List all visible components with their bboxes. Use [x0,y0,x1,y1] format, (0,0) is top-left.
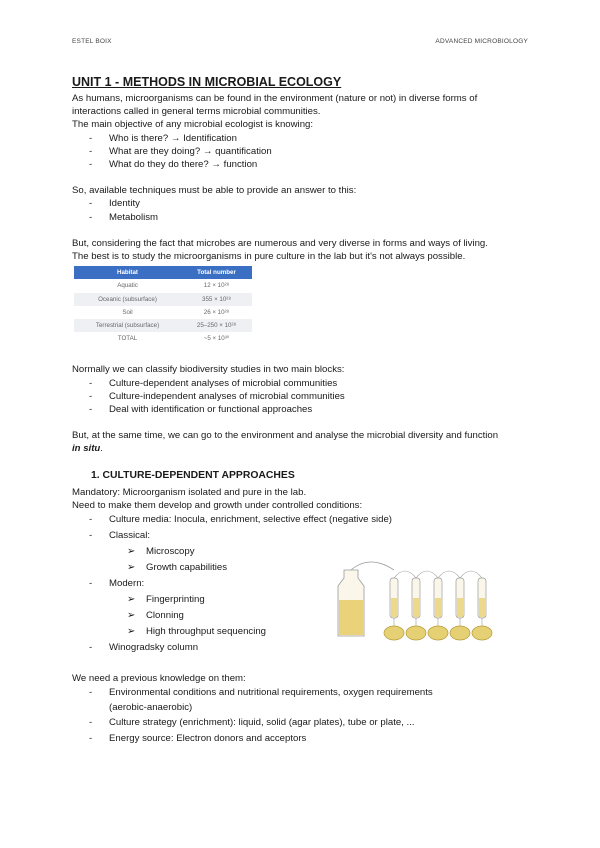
table-cell: 12 × 10²⁸ [203,282,230,290]
intro-line: interactions called in general terms microbial communities. [72,106,321,118]
approaches-list [72,512,532,544]
table-cell: ~5 × 10³⁰ [203,335,230,343]
list-item: - Environmental conditions and nutritional requirements, oxygen requirements (aerobic-anaerobic) [72,685,532,715]
list-item: - What are they doing? → quantification [72,145,532,158]
list-item: - Culture-independent analyses of microbial communities [72,390,532,403]
questions-list [72,132,532,172]
header-author: ESTEL BOIX [72,38,112,45]
table-row [74,306,252,319]
list-item: - Metabolism [72,211,532,224]
list-item: ➢ High throughput sequencing [109,624,532,640]
list-item: ➢ Fingerprinting [109,592,532,608]
in-situ-term: in situ [72,443,101,455]
table-cell: Oceanic (subsurface) [74,293,181,306]
habitat-table [74,266,252,345]
list-item: ➢ Growth capabilities [109,560,532,576]
same-time-line: in situ. [72,443,103,455]
table-cell: 26 × 10²⁸ [203,308,230,316]
previous-intro: We need a previous knowledge on them: [72,673,246,685]
header-course: ADVANCED MICROBIOLOGY [435,38,528,45]
list-item: - Winogradsky column [72,640,532,656]
table-cell: TOTAL [117,335,138,343]
table-cell: Aquatic [117,282,138,290]
blocks-list [72,377,532,417]
classify-intro: Normally we can classify biodiversity studies in two main blocks: [72,364,345,376]
numerous-line: The best is to study the microorganisms in pure culture in the lab but it's not always possible. [72,251,466,263]
serial-dilution-illustration [330,556,495,642]
table-cell: Soil [122,308,133,316]
list-item: ➢ Clonning [109,608,532,624]
table-header: Total number [181,266,252,279]
need-line: Need to make them develop and growth under controlled conditions: [72,499,363,511]
techniques-intro: So, available techniques must be able to provide an answer to this: [72,185,357,197]
list-item: - Culture strategy (enrichment): liquid, solid (agar plates), tube or plate, ... [72,715,532,731]
mandatory-line: Mandatory: Microorganism isolated and pure in the lab. [72,486,307,498]
intro-line: As humans, microorganisms can be found in the environment (nature or not) in diverse forms of [72,93,478,104]
table-row [74,279,252,292]
list-item: - What do they do there? → function [72,158,532,171]
table-cell: 355 × 10²⁸ [181,293,252,306]
approaches-list-3 [72,640,532,656]
document-body [72,74,532,747]
section-heading: 1. CULTURE-DEPENDENT APPROACHES [91,469,295,481]
list-item: - Modern: [72,576,532,592]
list-item: - Classical: [72,528,532,544]
same-time-line: But, at the same time, we can go to the environment and analyse the microbial diversity and function [72,430,499,442]
list-item: - Identity [72,197,532,210]
techniques-list [72,197,532,223]
list-item: ➢ Microscopy [109,544,532,560]
list-item: - Energy source: Electron donors and acceptors [72,731,532,747]
table-row [74,293,252,306]
table-cell: Terrestrial (subsurface) [74,319,181,332]
list-item: - Deal with identification or functional approaches [72,403,532,416]
previous-list [72,685,532,747]
table-row [74,332,252,345]
table-cell: 25–250 × 10²⁸ [181,319,252,332]
list-item: - Who is there? → Identification [72,132,532,145]
intro-line: The main objective of any microbial ecologist is knowing: [72,119,314,131]
table-row [74,319,252,332]
table-header: Habitat [74,266,181,279]
list-item: - Culture media: Inocula, enrichment, selective effect (negative side) [72,512,532,528]
numerous-line: But, considering the fact that microbes are numerous and very diverse in forms and ways of living. [72,237,488,249]
page-title: UNIT 1 - METHODS IN MICROBIAL ECOLOGY [72,75,342,89]
list-item: - Culture-dependent analyses of microbial communities [72,377,532,390]
